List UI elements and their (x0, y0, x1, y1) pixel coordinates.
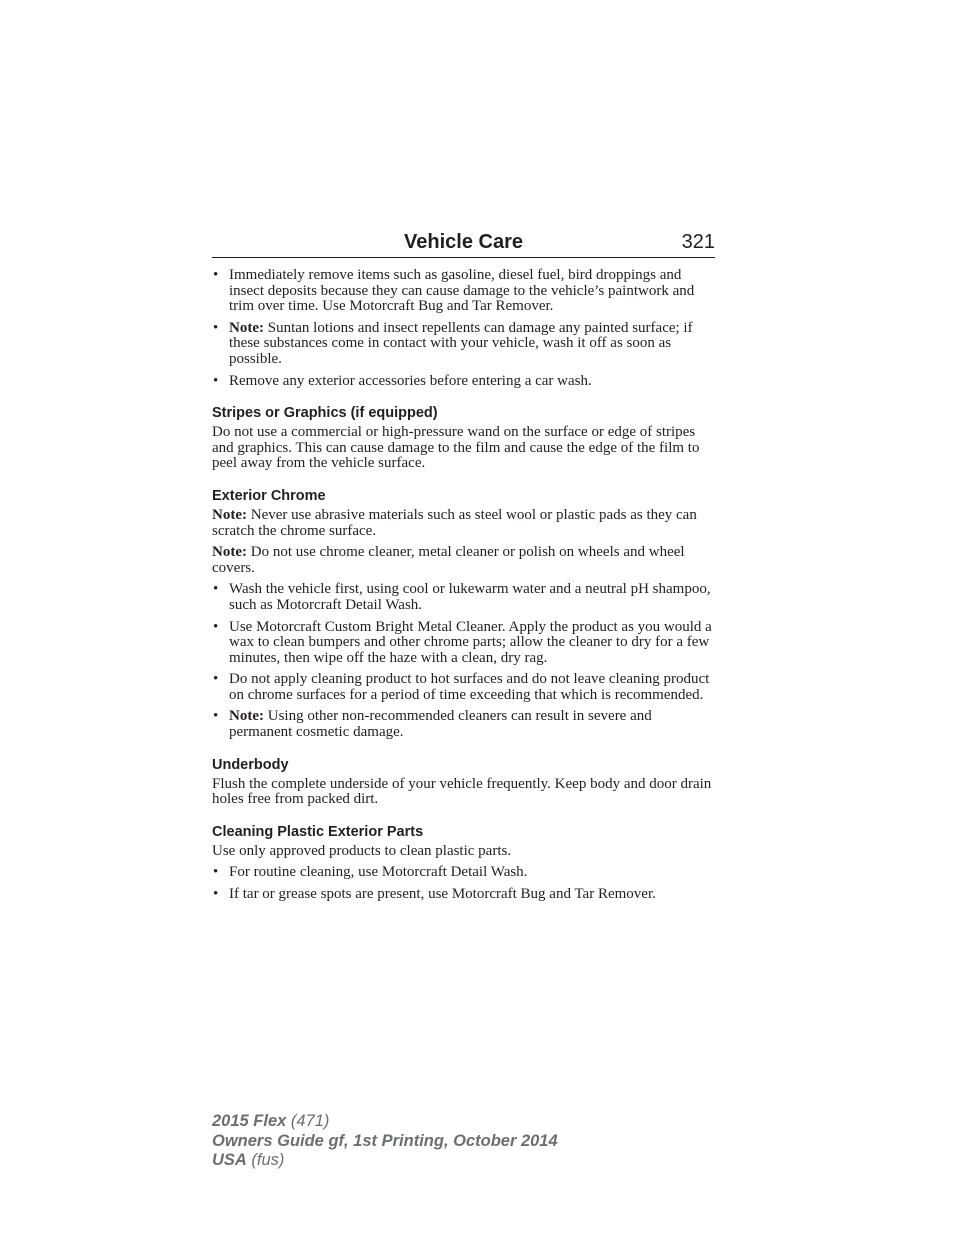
list-item: • For routine cleaning, use Motorcraft Detail Wash. (212, 865, 715, 881)
note-paragraph: Note: Do not use chrome cleaner, metal cleaner or polish on wheels and wheel covers. (212, 544, 685, 576)
section-title: Vehicle Care (404, 231, 523, 253)
note-label: Note: (212, 544, 247, 561)
footer-model: 2015 Flex (471) (212, 1112, 330, 1130)
note-label: Note: (229, 319, 264, 336)
section-heading-stripes: Stripes or Graphics (if equipped) (212, 405, 438, 422)
note-label: Note: (229, 708, 264, 725)
page-content (212, 268, 715, 909)
paragraph: Do not use a commercial or high-pressure wand on the surface or edge of stripes and graphics. This can cause damage to the film and cause the edge of the film to peel away from the vehicle surface. (212, 424, 700, 472)
note-label: Note: (212, 506, 247, 523)
list-item: • Immediately remove items such as gasoline, diesel fuel, bird droppings and insect deposits because they can cause damage to the vehicle’s paintwork and trim over time. Use Motorcraft Bug and Tar Remover. (212, 268, 715, 315)
list-item: • Remove any exterior accessories before entering a car wash. (212, 374, 715, 390)
list-item: • If tar or grease spots are present, use Motorcraft Bug and Tar Remover. (212, 887, 715, 903)
list-item: • Do not apply cleaning product to hot surfaces and do not leave cleaning product on chrome surfaces for a period of time exceeding that which is recommended. (212, 672, 715, 703)
note-paragraph: Note: Never use abrasive materials such as steel wool or plastic pads as they can scratch the chrome surface. (212, 506, 697, 539)
paragraph: Use only approved products to clean plastic parts. (212, 842, 512, 859)
page-number: 321 (681, 231, 715, 253)
list-item: • Note: Suntan lotions and insect repellents can damage any painted surface; if these substances come in contact with your vehicle, wash it off as soon as possible. (212, 321, 715, 368)
list-item: • Wash the vehicle first, using cool or lukewarm water and a neutral pH shampoo, such as Motorcraft Detail Wash. (212, 582, 715, 613)
page-footer (212, 1112, 558, 1171)
list-item: • Use Motorcraft Custom Bright Metal Cleaner. Apply the product as you would a wax to clean bumpers and other chrome parts; allow the cleaner to dry for a few minutes, then wipe off the haze with a clean, dry rag. (212, 620, 715, 667)
section-heading-underbody: Underbody (212, 756, 289, 773)
footer-edition: Owners Guide gf, 1st Printing, October 2014 (212, 1131, 558, 1150)
footer-market: USA (fus) (212, 1151, 285, 1169)
section-heading-plastic: Cleaning Plastic Exterior Parts (212, 823, 424, 840)
page-header (212, 229, 715, 258)
paragraph: Flush the complete underside of your vehicle frequently. Keep body and door drain holes free from packed dirt. (212, 775, 712, 808)
section-heading-chrome: Exterior Chrome (212, 487, 326, 504)
list-item: • Note: Using other non-recommended cleaners can result in severe and permanent cosmetic damage. (212, 709, 715, 740)
